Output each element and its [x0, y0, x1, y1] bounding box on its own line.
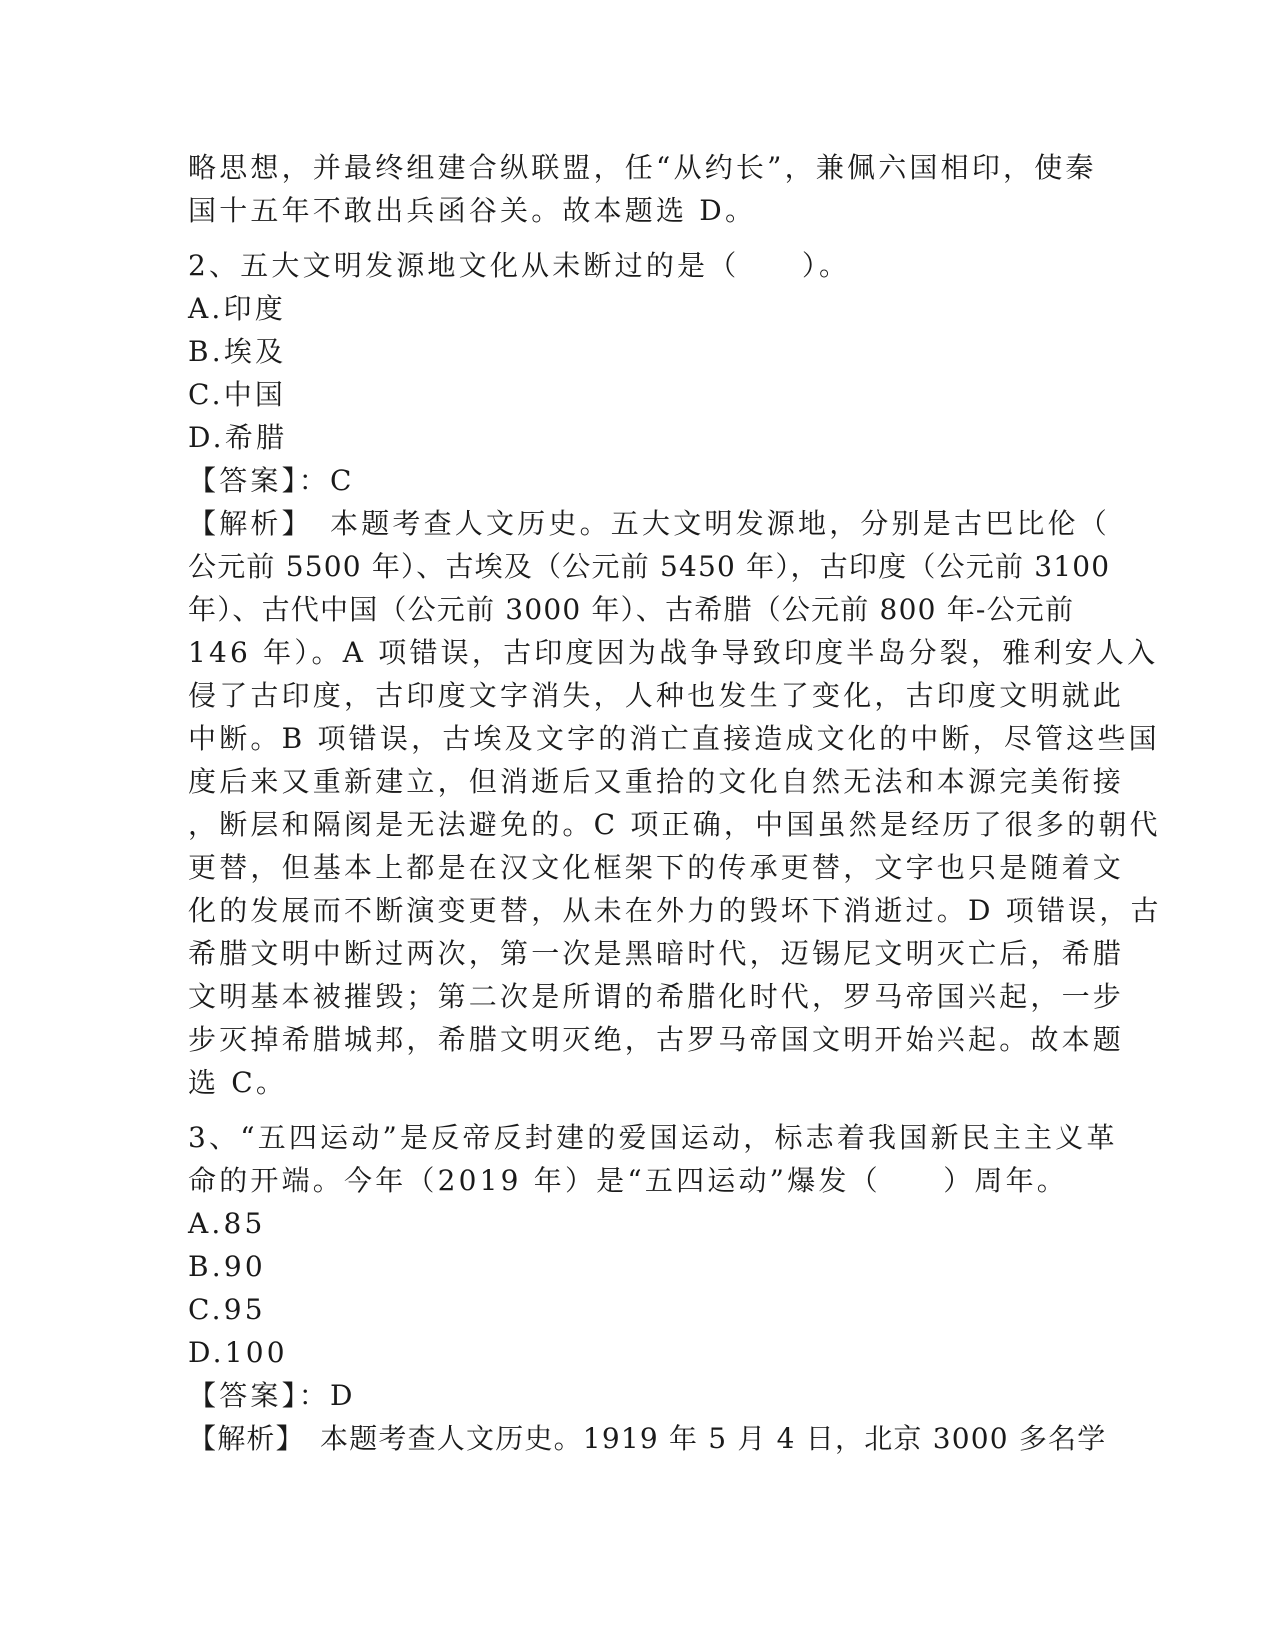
option-b: B.埃及	[188, 335, 287, 368]
analysis-paragraph	[188, 1417, 1107, 1460]
analysis-line: 146 年）。A 项错误，古印度因为战争导致印度半岛分裂，雅利安人入	[188, 636, 1159, 669]
analysis-line: 化的发展而不断演变更替，从未在外力的毁坏下消逝过。D 项错误，古	[188, 894, 1162, 927]
option-c: C.中国	[188, 378, 287, 411]
intro-line: 国十五年不敢出兵函谷关。故本题选 D。	[188, 194, 757, 227]
analysis-line: 中断。B 项错误，古埃及文字的消亡直接造成文化的中断，尽管这些国	[188, 722, 1160, 755]
analysis-line: 选 C。	[188, 1066, 288, 1099]
analysis-line: 公元前 5500 年）、古埃及（公元前 5450 年），古印度（公元前 3100	[188, 550, 1111, 583]
question-text: 2、五大文明发源地文化从未断过的是（ ）。	[188, 249, 851, 282]
analysis-line: 希腊文明中断过两次，第一次是黑暗时代，迈锡尼文明灭亡后，希腊	[188, 937, 1125, 970]
intro-paragraph	[188, 146, 1097, 232]
analysis-line: 侵了古印度，古印度文字消失，人种也发生了变化，古印度文明就此	[188, 679, 1125, 712]
analysis-line: 【解析】 本题考查人文历史。1919 年 5 月 4 日，北京 3000 多名学	[188, 1422, 1107, 1455]
option-d: D.希腊	[188, 421, 288, 454]
option-d: D.100	[188, 1336, 288, 1369]
question-3	[188, 1116, 1118, 1460]
analysis-line: 【解析】 本题考查人文历史。五大文明发源地，分别是古巴比伦（	[188, 507, 1111, 540]
analysis-line: 度后来又重新建立，但消逝后又重拾的文化自然无法和本源完美衔接	[188, 765, 1125, 798]
analysis-line: 年）、古代中国（公元前 3000 年）、古希腊（公元前 800 年-公元前	[188, 593, 1075, 626]
question-text: 命的开端。今年（2019 年）是“五四运动”爆发（ ）周年。	[188, 1164, 1068, 1197]
analysis-paragraph	[188, 502, 1162, 1104]
document-page	[188, 146, 1162, 1460]
answer-line: 【答案】：D	[188, 1379, 356, 1412]
option-c: C.95	[188, 1293, 266, 1326]
question-text: 3、“五四运动”是反帝反封建的爱国运动，标志着我国新民主主义革	[188, 1121, 1118, 1154]
analysis-line: ，断层和隔阂是无法避免的。C 项正确，中国虽然是经历了很多的朝代	[188, 808, 1161, 841]
analysis-line: 更替，但基本上都是在汉文化框架下的传承更替，文字也只是随着文	[188, 851, 1125, 884]
option-a: A.85	[188, 1207, 266, 1240]
option-a: A.印度	[188, 292, 286, 325]
analysis-line: 文明基本被摧毁；第二次是所谓的希腊化时代，罗马帝国兴起，一步	[188, 980, 1125, 1013]
analysis-line: 步灭掉希腊城邦，希腊文明灭绝，古罗马帝国文明开始兴起。故本题	[188, 1023, 1125, 1056]
option-b: B.90	[188, 1250, 266, 1283]
answer-line: 【答案】：C	[188, 464, 355, 497]
question-2	[188, 244, 1162, 1104]
intro-line: 略思想，并最终组建合纵联盟，任“从约长”，兼佩六国相印，使秦	[188, 151, 1097, 184]
